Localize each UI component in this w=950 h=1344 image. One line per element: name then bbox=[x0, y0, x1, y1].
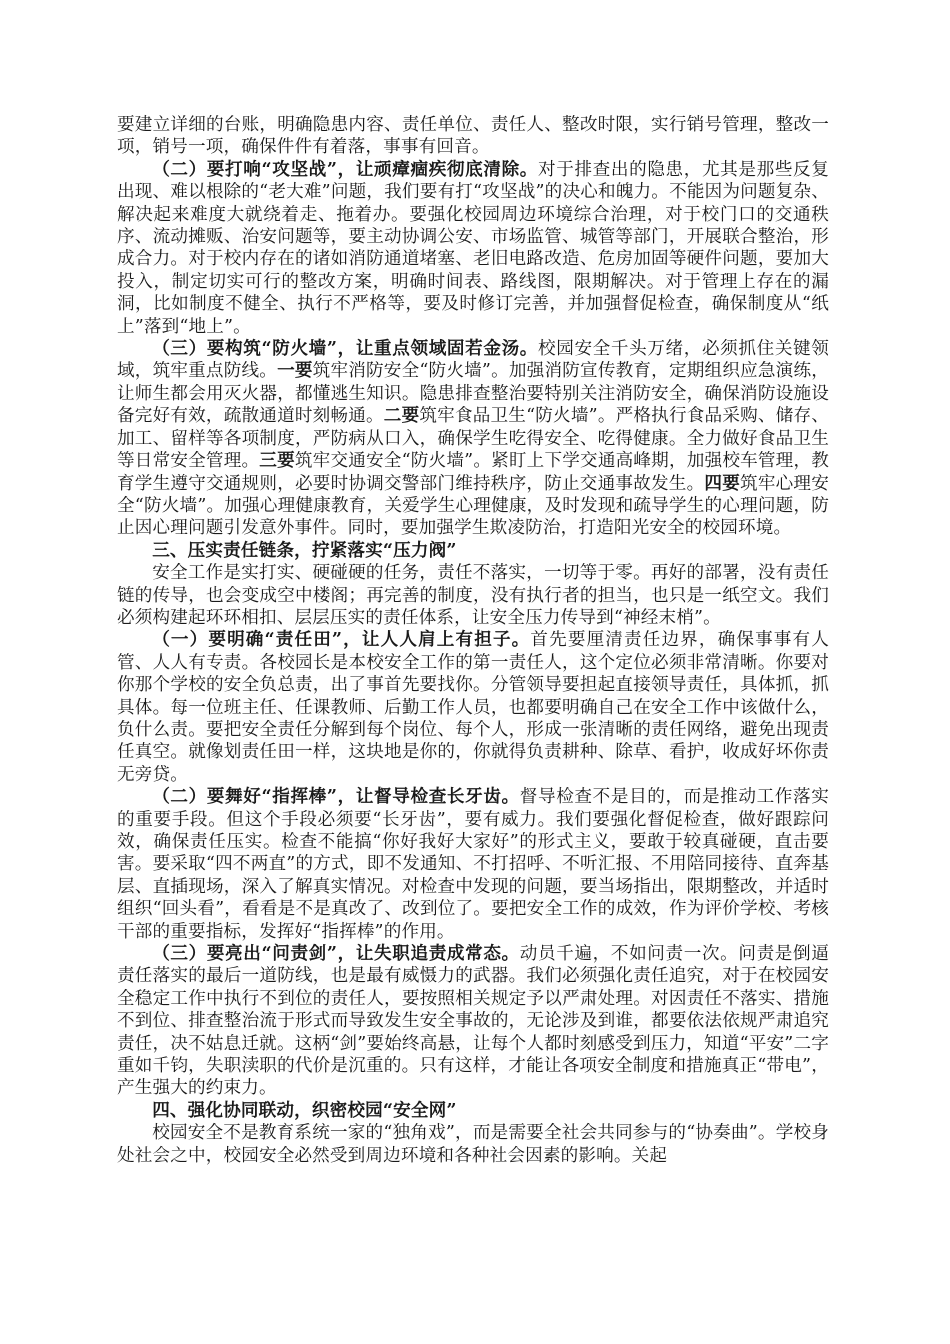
paragraph-firewall bbox=[117, 338, 829, 540]
paragraph-text: 筑牢消防安全“防火墙”。加强消防宣传教育，定期组织应急演练，让师生都会用灭火器，都懂逃生知识。隐患排查整治要特别关注消防安全，确保消防设施设备完好有效，疏散通道时刻畅通。 bbox=[117, 361, 829, 427]
paragraph-tough-battle bbox=[117, 159, 829, 338]
paragraph-text: 校园安全不是教育系统一家的“独角戏”，而是需要全社会共同参与的“协奏曲”。学校身处社会之中，校园安全必然受到周边环境和各种社会因素的影响。关起 bbox=[117, 1123, 829, 1166]
keyword-first: 一要 bbox=[277, 360, 313, 382]
paragraph-text: 筑牢食品卫生“防火墙”。严格执行食品采购、储存、加工、留样等各项制度，严防病从口入，确保学生吃得安全、吃得健康。全力做好食品卫生等日常安全管理。 bbox=[117, 406, 829, 472]
subheading-responsibility-field: （一）要明确“责任田”，让人人肩上有担子。 bbox=[152, 629, 531, 651]
section-heading-safety-net: 四、强化协同联动，织密校园“安全网” bbox=[152, 1099, 457, 1121]
paragraph-safety-net-intro bbox=[117, 1122, 829, 1167]
document-page bbox=[117, 114, 829, 1167]
paragraph-text: 校园安全千头万绪，必须抓住关键领域，筑牢重点防线。 bbox=[117, 339, 830, 382]
paragraph-responsibility-field bbox=[117, 629, 829, 786]
paragraph-baton bbox=[117, 786, 829, 943]
paragraph-ledger bbox=[117, 114, 829, 159]
keyword-fourth: 四要 bbox=[704, 472, 741, 494]
keyword-third: 三要 bbox=[259, 450, 295, 472]
paragraph-text: 督导检查不是目的，而是推动工作落实的重要手段。但这个手段必须要“长牙齿”，要有威力。我们要强化督促检查，做好跟踪问效，确保责任压实。检查不能搞“你好我好大家好”的形式主义，要敢于较真碰硬，直击要害。要采取“四不两直”的方式，即不发通知、不打招呼、不听汇报、不用陪同接待、直奔基层、直插现场，深入了解真实情况。对检查中发现的问题，要当场指出，限期整改，并适时组织“回头看”，看看是不是真改了、改到位了。要把安全工作的成效，作为评价学校、考核干部的重要指标，发挥好“指挥棒”的作用。 bbox=[117, 787, 829, 942]
paragraph-text: 动员千遍，不如问责一次。问责是倒逼责任落实的最后一道防线，也是最有威慑力的武器。我们必须强化责任追究，对于在校园安全稳定工作中执行不到位的责任人，要按照相关规定予以严肃处理。对因责任不落实、措施不到位、排查整治流于形式而导致发生安全事故的，无论涉及到谁，都要依法依规严肃追究责任，决不姑息迁就。这柄“剑”要始终高悬，让每个人都时刻感受到压力，知道“平安”二字重如千钧，失职渎职的代价是沉重的。只有这样，才能让各项安全制度和措施真正“带电”，产生强大的约束力。 bbox=[117, 944, 829, 1099]
paragraph-text: 筑牢交通安全“防火墙”。紧盯上下学交通高峰期，加强校车管理，教育学生遵守交通规则，必要时协调交警部门维持秩序，防止交通事故发生。 bbox=[117, 451, 829, 494]
paragraph-accountability bbox=[117, 943, 829, 1100]
subheading-accountability: （三）要亮出“问责剑”，让失职追责成常态。 bbox=[152, 943, 520, 965]
paragraph-text: 首先要厘清责任边界，确保事事有人管、人人有专责。各校园长是本校安全工作的第一责任人，这个定位必须非常清晰。你要对你那个学校的安全负总责，出了事首先要找你。分管领导要担起直接领导责任，具体抓，抓具体。每一位班主任、任课教师、后勤工作人员，也都要明确自己在安全工作中该做什么，负什么责。要把安全责任分解到每个岗位、每个人，形成一张清晰的责任网络，避免出现责任真空。就像划责任田一样，这块地是你的，你就得负责耕种、除草、看护，收成好坏你责无旁贷。 bbox=[117, 630, 829, 785]
paragraph-text: 要建立详细的台账，明确隐患内容、责任单位、责任人、整改时限，实行销号管理，整改一项，销号一项，确保件件有着落，事事有回音。 bbox=[117, 115, 829, 158]
paragraph-responsibility-intro bbox=[117, 562, 829, 629]
subheading-baton: （二）要舞好“指挥棒”，让督导检查长牙齿。 bbox=[152, 786, 520, 808]
subheading-tough-battle: （二）要打响“攻坚战”，让顽瘴痼疾彻底清除。 bbox=[152, 158, 539, 180]
paragraph-text: 安全工作是实打实、硬碰硬的任务，责任不落实，一切等于零。再好的部署，没有责任链的传导，也会变成空中楼阁；再完善的制度，没有执行者的担当，也只是一纸空文。我们必须构建起环环相扣、层层压实的责任体系，让安全压力传导到“神经末梢”。 bbox=[117, 563, 829, 628]
subheading-firewall: （三）要构筑“防火墙”，让重点领域固若金汤。 bbox=[152, 338, 539, 360]
keyword-second: 二要 bbox=[383, 405, 420, 427]
paragraph-text: 筑牢心理安全“防火墙”。加强心理健康教育，关爱学生心理健康，及时发现和疏导学生的心理问题，防止因心理问题引发意外事件。同时，要加强学生欺凌防治，打造阳光安全的校园环境。 bbox=[117, 473, 829, 539]
section-heading-responsibility: 三、压实责任链条，拧紧落实“压力阀” bbox=[152, 539, 457, 561]
paragraph-text: 对于排查出的隐患，尤其是那些反复出现、难以根除的“老大难”问题，我们要有打“攻坚战”的决心和魄力。不能因为问题复杂、解决起来难度大就绕着走、拖着办。要强化校园周边环境综合治理，对于校门口的交通秩序、流动摊贩、治安问题等，要主动协调公安、市场监管、城管等部门，开展联合整治，形成合力。对于校内存在的诸如消防通道堵塞、老旧电路改造、危房加固等硬件问题，要加大投入，制定切实可行的整改方案，明确时间表、路线图，限期解决。对于管理上存在的漏洞，比如制度不健全、执行不严格等，要及时修订完善，并加强督促检查，确保制度从“纸上”落到“地上”。 bbox=[117, 159, 830, 337]
